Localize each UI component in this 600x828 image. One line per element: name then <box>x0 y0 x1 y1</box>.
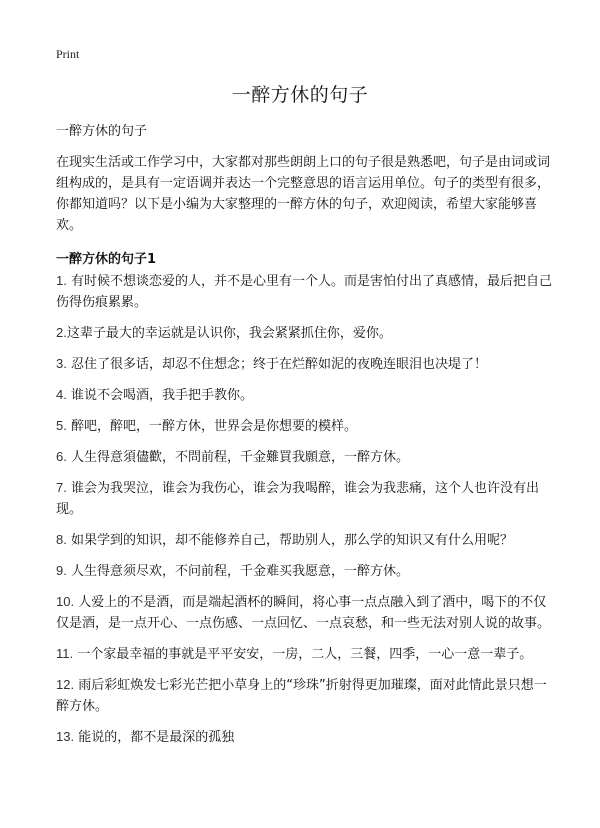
item-text: 一个家最幸福的事就是平平安安，一房，二人，三餐，四季，一心一意一辈子。 <box>77 647 533 662</box>
item-number: 3. <box>56 356 67 371</box>
item-text: 能说的，都不是最深的孤独 <box>78 730 235 745</box>
item-number: 5. <box>56 418 67 433</box>
item-number: 4. <box>56 387 67 402</box>
item-text: 这辈子最大的幸运就是认识你，我会紧紧抓住你，爱你。 <box>66 326 392 341</box>
item-text: 人生得意須儘歡，不問前程，千金難買我願意，一醉方休。 <box>70 450 409 465</box>
item-text: 人爱上的不是酒，而是端起酒杯的瞬间，将心事一点点融入到了酒中，喝下的不仅仅是酒，是一点开心、一点伤感、一点回忆、一点哀愁，和一些无法对别人说的故事。 <box>56 595 551 631</box>
article-body <box>56 121 556 757</box>
list-item <box>56 446 556 468</box>
list-item <box>56 384 556 406</box>
item-number: 13. <box>56 729 75 744</box>
list-item <box>56 591 556 634</box>
item-text: 人生得意须尽欢，不问前程，千金难买我愿意，一醉方休。 <box>70 564 409 579</box>
intro-paragraph: 在现实生活或工作学习中，大家都对那些朗朗上口的句子很是熟悉吧，句子是由词或词组构成的，是具有一定语调并表达一个完整意思的语言运用单位。句子的类型有很多，你都知道吗？以下是小编为大家整理的一醉方休的句子，欢迎阅读，希望大家能够喜欢。 <box>56 155 551 233</box>
list-item <box>56 560 556 582</box>
item-number: 10. <box>56 594 75 609</box>
sentence-list <box>56 270 556 748</box>
item-text: 忍住了很多话，却忍不住想念；终于在烂醉如泥的夜晚连眼泪也决堤了！ <box>70 357 487 372</box>
item-text: 谁说不会喝酒，我手把手教你。 <box>70 388 253 403</box>
list-item <box>56 353 556 375</box>
list-item <box>56 529 556 551</box>
list-item <box>56 643 556 665</box>
list-item <box>56 270 556 313</box>
list-item <box>56 674 556 717</box>
list-item <box>56 726 556 748</box>
item-number: 12. <box>56 677 75 692</box>
article-subtitle: 一醉方休的句子 <box>56 124 148 139</box>
item-number: 9. <box>56 563 67 578</box>
item-number: 11. <box>56 646 74 661</box>
item-text: 醉吧，醉吧，一醉方休，世界会是你想要的模样。 <box>70 419 357 434</box>
item-text: 如果学到的知识，却不能修养自己，帮助别人，那么学的知识又有什么用呢？ <box>70 533 513 548</box>
item-text: 有时候不想谈恋爱的人，并不是心里有一个人。而是害怕付出了真感情，最后把自己伤得伤痕累累。 <box>56 274 552 310</box>
item-text: 谁会为我哭泣，谁会为我伤心，谁会为我喝醉，谁会为我悲痛，这个人也许没有出现。 <box>56 481 539 517</box>
list-item <box>56 322 556 344</box>
section-heading: 一醉方休的句子1 <box>56 252 157 267</box>
print-link[interactable]: Print <box>56 47 80 61</box>
item-text: 雨后彩虹焕发七彩光芒把小草身上的“珍珠”折射得更加璀璨，面对此情此景只想一醉方休。 <box>56 678 547 714</box>
item-number: 2. <box>56 325 67 340</box>
item-number: 8. <box>56 532 67 547</box>
item-number: 6. <box>56 449 67 464</box>
item-number: 1. <box>56 273 67 288</box>
item-number: 7. <box>56 480 67 495</box>
list-item <box>56 415 556 437</box>
list-item <box>56 477 556 520</box>
page-title: 一醉方休的句子 <box>231 84 369 106</box>
